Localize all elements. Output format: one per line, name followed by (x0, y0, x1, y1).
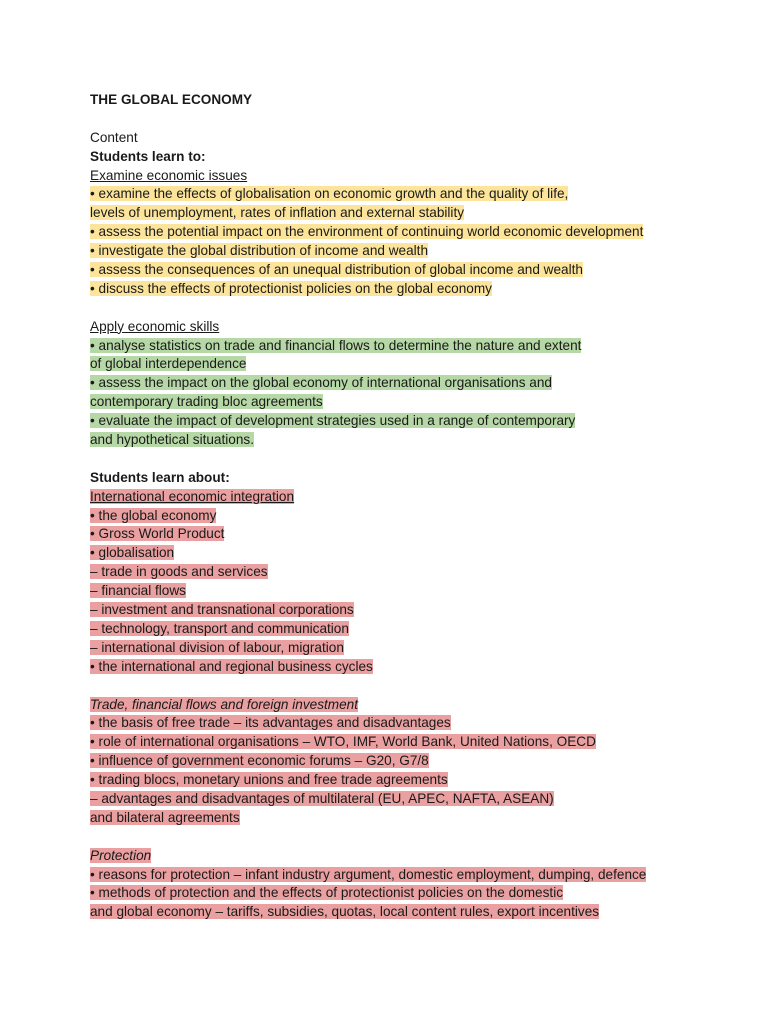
spacer (90, 828, 750, 847)
examine-line: • assess the potential impact on the environment of continuing world economic development (90, 224, 644, 240)
spacer (90, 450, 750, 469)
integration-line: • the international and regional business cycles (90, 658, 373, 674)
trade-line: and bilateral agreements (90, 809, 240, 825)
integration-line: • globalisation (90, 545, 175, 561)
spacer (90, 299, 750, 318)
trade-line: – advantages and disadvantages of multilateral (EU, APEC, NAFTA, ASEAN) (90, 790, 554, 806)
apply-heading: Apply economic skills (90, 318, 220, 334)
examine-line: levels of unemployment, rates of inflation and external stability (90, 205, 465, 221)
examine-heading: Examine economic issues (90, 167, 248, 183)
content-label: Content (90, 129, 138, 145)
apply-line: • evaluate the impact of development strategies used in a range of contemporary (90, 413, 576, 429)
trade-heading: Trade, financial flows and foreign investment (90, 696, 358, 712)
integration-line: – international division of labour, migration (90, 639, 344, 655)
protection-line: • reasons for protection – infant industry argument, domestic employment, dumping, defence (90, 866, 647, 882)
spacer (90, 110, 750, 129)
apply-line: contemporary trading bloc agreements (90, 394, 323, 410)
integration-line: – technology, transport and communication (90, 620, 349, 636)
trade-line: • role of international organisations – WTO, IMF, World Bank, United Nations, OECD (90, 734, 596, 750)
document-title: THE GLOBAL ECONOMY (90, 92, 253, 107)
integration-line: – trade in goods and services (90, 564, 268, 580)
integration-line: – financial flows (90, 583, 186, 599)
trade-line: • trading blocs, monetary unions and free trade agreements (90, 772, 448, 788)
students-learn-about-heading: Students learn about: (90, 469, 230, 485)
students-learn-to-heading: Students learn to: (90, 148, 206, 164)
document-page (90, 91, 750, 922)
examine-line: • investigate the global distribution of income and wealth (90, 243, 429, 259)
apply-line: and hypothetical situations. (90, 432, 254, 448)
protection-heading: Protection (90, 847, 152, 863)
protection-line: • methods of protection and the effects of protectionist policies on the domestic (90, 885, 564, 901)
apply-line: • assess the impact on the global economy of international organisations and (90, 375, 552, 391)
spacer (90, 677, 750, 696)
trade-line: • influence of government economic forums – G20, G7/8 (90, 753, 429, 769)
integration-line: • the global economy (90, 507, 217, 523)
protection-line: and global economy – tariffs, subsidies, quotas, local content rules, export incentives (90, 904, 600, 920)
examine-line: • examine the effects of globalisation on economic growth and the quality of life, (90, 186, 569, 202)
examine-line: • assess the consequences of an unequal distribution of global income and wealth (90, 262, 583, 278)
integration-heading: International economic integration (90, 488, 295, 504)
trade-line: • the basis of free trade – its advantages and disadvantages (90, 715, 451, 731)
integration-line: • Gross World Product (90, 526, 225, 542)
integration-line: – investment and transnational corporations (90, 602, 354, 618)
apply-line: of global interdependence (90, 356, 247, 372)
apply-line: • analyse statistics on trade and financial flows to determine the nature and extent (90, 337, 582, 353)
examine-line: • discuss the effects of protectionist policies on the global economy (90, 280, 492, 296)
